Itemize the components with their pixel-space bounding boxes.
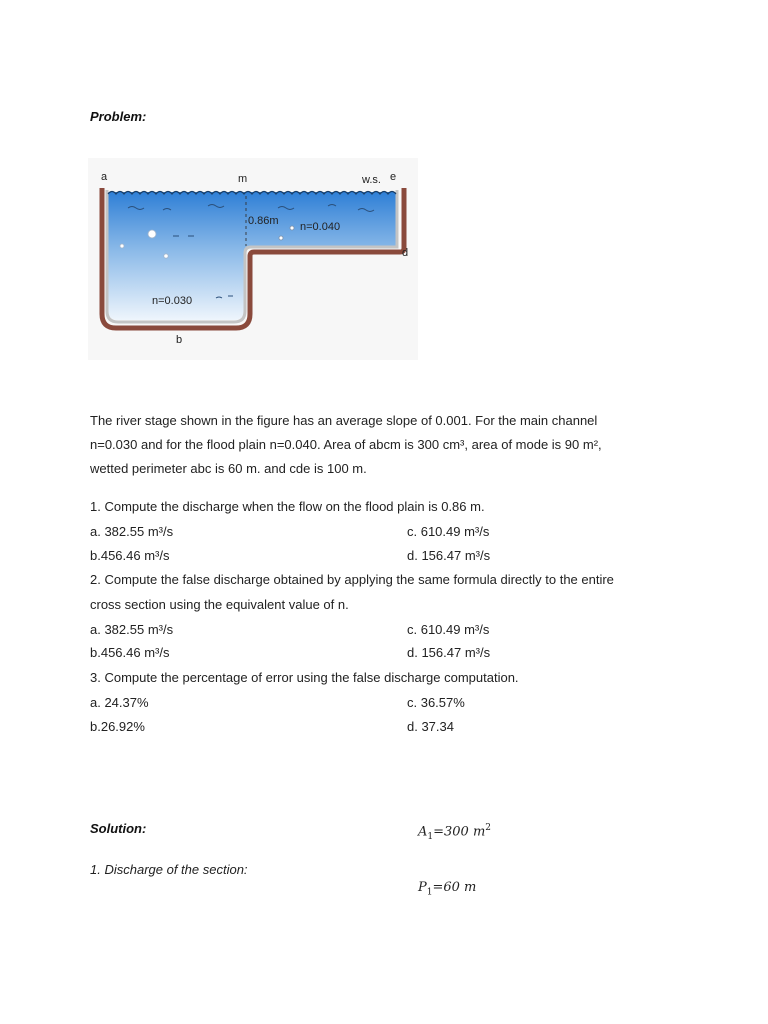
eq1-var: A [418,824,428,840]
question-2-prompt-line-2: cross section using the equivalent value of n. [90,597,349,612]
question-2-prompt-line-1: 2. Compute the false discharge obtained by applying the same formula directly to the entire [90,572,614,587]
question-3-prompt: 3. Compute the percentage of error using the false discharge computation. [90,670,519,685]
label-m: m [238,173,248,185]
eq2-rhs: =60 m [432,880,477,895]
label-b: b [176,334,183,346]
problem-heading: Problem: [90,109,147,124]
question-1-choice-d: d. 156.47 m³/s [407,548,491,563]
question-3-choice-b: b.26.92% [90,719,145,734]
question-1-choice-c: c. 610.49 m³/s [407,524,490,539]
question-2-choice-d: d. 156.47 m³/s [407,645,491,660]
label-a: a [101,171,108,183]
channel-cross-section-figure [88,158,418,360]
label-ws: w.s. [362,174,381,186]
intro-line-1: The river stage shown in the figure has an average slope of 0.001. For the main channel [90,413,598,428]
equation-area-a1 [418,823,491,842]
question-3-choice-a: a. 24.37% [90,695,149,710]
equation-perimeter-p1 [418,880,476,898]
eq1-sup: 2 [485,823,492,833]
question-1-choice-b: b.456.46 m³/s [90,548,170,563]
question-2-choice-b: b.456.46 m³/s [90,645,170,660]
question-3-choice-c: c. 36.57% [407,695,465,710]
bubble [120,244,124,248]
label-e: e [390,171,397,183]
label-depth: 0.86m [248,215,279,227]
eq2-var: P [418,880,427,895]
label-n-main-channel: n=0.030 [152,295,193,307]
question-3-choice-d: d. 37.34 [407,719,454,734]
bubble [290,226,294,230]
solution-step-1: 1. Discharge of the section: [90,862,248,877]
label-d: d [402,247,409,259]
question-1-choice-a: a. 382.55 m³/s [90,524,174,539]
label-n-flood-plain: n=0.040 [300,221,341,233]
bubble [148,230,156,238]
intro-line-3: wetted perimeter abc is 60 m. and cde is 100 m. [90,461,367,476]
solution-heading: Solution: [90,821,147,836]
question-2-choice-a: a. 382.55 m³/s [90,622,174,637]
bubble [279,236,283,240]
bubble [164,254,168,258]
eq1-rhs: =300 m [433,824,486,840]
eq1-sub: 1 [427,831,434,842]
eq2-sub: 1 [426,887,433,898]
question-1-prompt: 1. Compute the discharge when the flow on the flood plain is 0.86 m. [90,499,485,514]
intro-line-2: n=0.030 and for the flood plain n=0.040. Area of abcm is 300 cm³, area of mode is 90 m², [90,437,602,452]
question-2-choice-c: c. 610.49 m³/s [407,622,490,637]
